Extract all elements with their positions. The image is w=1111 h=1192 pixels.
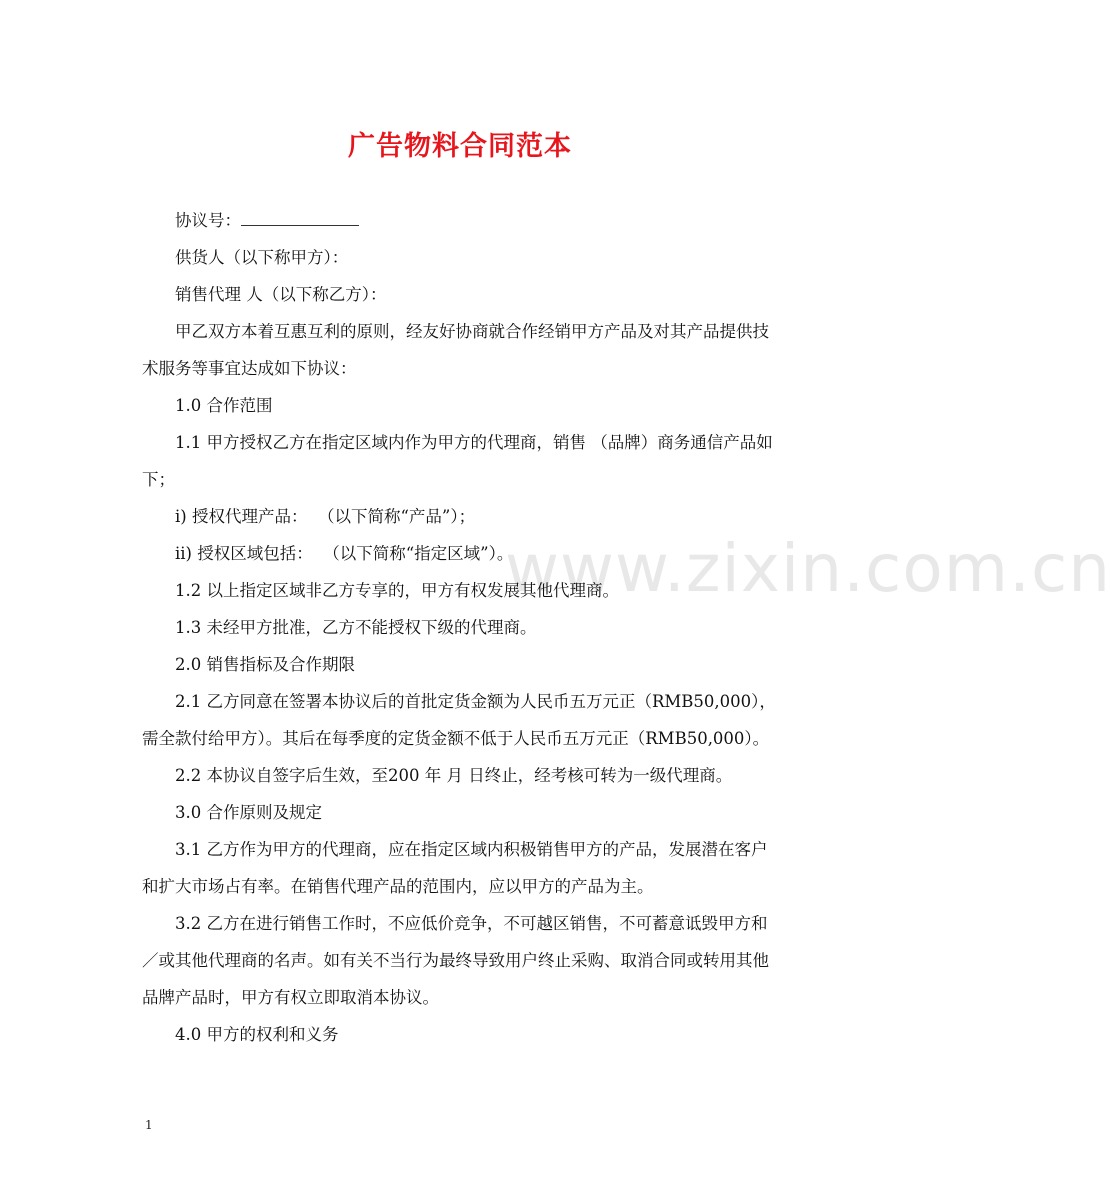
paragraph: i) 授权代理产品： （以下简称“产品”）； bbox=[175, 507, 476, 526]
watermark: www.zixin.com.cn bbox=[505, 530, 1111, 607]
paragraph: 1.1 甲方授权乙方在指定区域内作为甲方的代理商，销售 （品牌）商务通信产品如下； bbox=[142, 433, 773, 489]
agreement-number-blank bbox=[241, 207, 359, 226]
document-body bbox=[142, 202, 782, 1053]
page-number: 1 bbox=[145, 1118, 153, 1132]
agreement-number-line bbox=[142, 202, 782, 239]
paragraph: 2.2 本协议自签字后生效，至200 年 月 日终止，经考核可转为一级代理商。 bbox=[175, 766, 733, 785]
document-title: 广告物料合同范本 bbox=[348, 131, 572, 162]
paragraph: 2.1 乙方同意在签署本协议后的首批定货金额为人民币五万元正（RMB50,000），需全款付给甲方）。其后在每季度的定货金额不低于人民币五万元正（RMB50,000）。 bbox=[142, 692, 776, 748]
paragraph: ii) 授权区域包括： （以下简称“指定区域”）。 bbox=[175, 544, 514, 563]
paragraph: 3.1 乙方作为甲方的代理商，应在指定区域内积极销售甲方的产品，发展潜在客户和扩大市场占有率。在销售代理产品的范围内，应以甲方的产品为主。 bbox=[142, 840, 768, 896]
section-heading: 2.0 销售指标及合作期限 bbox=[175, 655, 355, 674]
section-heading: 3.0 合作原则及规定 bbox=[175, 803, 322, 822]
paragraph: 3.2 乙方在进行销售工作时，不应低价竞争，不可越区销售，不可蓄意诋毁甲方和／或其他代理商的名声。如有关不当行为最终导致用户终止采购、取消合同或转用其他品牌产品时，甲方有权立即取消本协议。 bbox=[142, 914, 769, 1007]
paragraph: 供货人（以下称甲方）： bbox=[175, 248, 349, 267]
section-heading: 4.0 甲方的权利和义务 bbox=[175, 1025, 339, 1044]
section-heading: 1.0 合作范围 bbox=[175, 396, 273, 415]
paragraph: 销售代理 人（以下称乙方）： bbox=[175, 285, 387, 304]
agreement-number-label: 协议号： bbox=[175, 211, 241, 230]
paragraph: 甲乙双方本着互惠互利的原则，经友好协商就合作经销甲方产品及对其产品提供技术服务等事宜达成如下协议： bbox=[142, 322, 769, 378]
paragraph: 1.3 未经甲方批准，乙方不能授权下级的代理商。 bbox=[175, 618, 537, 637]
paragraph: 1.2 以上指定区域非乙方专享的，甲方有权发展其他代理商。 bbox=[175, 581, 619, 600]
